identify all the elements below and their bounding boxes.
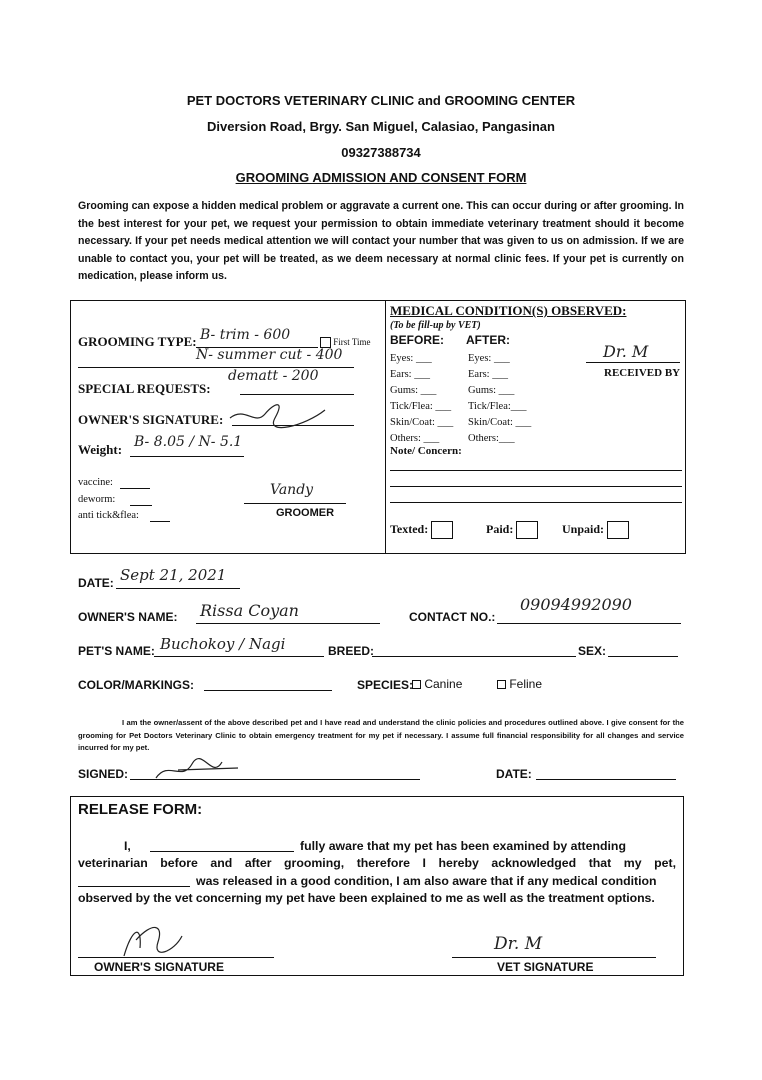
after-item: Tick/Flea:___	[468, 401, 527, 412]
grooming-type-value-2: N- summer cut - 400	[196, 347, 343, 363]
canine-label: Canine	[424, 677, 463, 691]
texted-option	[390, 521, 453, 539]
weight-line	[130, 456, 244, 457]
sex-label: SEX:	[578, 644, 607, 658]
after-label: AFTER:	[466, 333, 510, 347]
vaccine-label: vaccine:	[78, 477, 113, 488]
canine-option[interactable]	[412, 677, 462, 691]
texted-label: Texted:	[390, 521, 429, 536]
release-vet-sig-line	[452, 957, 656, 958]
medical-title: MEDICAL CONDITION(S) OBSERVED:	[390, 303, 627, 318]
release-owner-scribble	[118, 918, 188, 960]
deworm-label: deworm:	[78, 494, 116, 505]
intro-paragraph: Grooming can expose a hidden medical problem or aggravate a current one. This can occur during or after grooming. In the best interest for your pet, we request your permission to obtain immediate veterinary treatment should it become necessary. If your pet needs medical attention we will contact your number that was given to us on admission. If we are unable to contact you, your pet will be treated, as we deem necessary at normal clinic fees. If your pet is currently on medication, please inform us.	[78, 200, 684, 282]
contact-value: 09094992090	[520, 595, 632, 614]
groomer-label: GROOMER	[276, 507, 335, 519]
breed-label: BREED:	[328, 644, 375, 658]
sex-line	[608, 656, 678, 657]
species-label: SPECIES:	[357, 678, 414, 692]
weight-value: B- 8.05 / N- 5.1	[134, 434, 243, 450]
before-item: Others: ___	[390, 433, 440, 444]
release-i: I,	[124, 839, 131, 853]
feline-label: Feline	[509, 677, 543, 691]
note-line-1	[390, 470, 682, 471]
release-owner-sig-line	[78, 957, 274, 958]
signed-date-line	[536, 779, 676, 780]
after-item: Skin/Coat: ___	[468, 417, 532, 428]
release-vet-sig-value: Dr. M	[494, 934, 543, 954]
deworm-line	[130, 505, 152, 506]
weight-label: Weight:	[78, 442, 123, 457]
form-title: GROOMING ADMISSION AND CONSENT FORM	[235, 170, 527, 185]
clinic-phone: 09327388734	[341, 145, 421, 160]
release-owner-sig-label: OWNER'S SIGNATURE	[94, 960, 224, 974]
release-line-4: observed by the vet concerning my pet have been explained to me as well as the treatment options.	[78, 891, 655, 905]
feline-option[interactable]	[497, 677, 542, 691]
note-line-3	[390, 502, 682, 503]
texted-checkbox[interactable]	[431, 521, 453, 539]
signed-scribble	[148, 752, 248, 786]
feline-checkbox[interactable]	[497, 680, 506, 689]
groomer-value: Vandy	[270, 482, 314, 498]
contact-label: CONTACT NO.:	[409, 610, 496, 624]
clinic-address: Diversion Road, Brgy. San Miguel, Calasiao, Pangasinan	[207, 119, 555, 134]
vaccine-line	[120, 488, 150, 489]
unpaid-label: Unpaid:	[562, 521, 605, 536]
date-label: DATE:	[78, 576, 114, 590]
before-item: Skin/Coat: ___	[390, 417, 454, 428]
special-requests-label: SPECIAL REQUESTS:	[78, 381, 211, 396]
grooming-type-value: B- trim - 600	[200, 327, 291, 343]
received-by-label: RECEIVED BY	[604, 367, 681, 379]
antitick-label: anti tick&flea:	[78, 510, 139, 521]
release-line-1: fully aware that my pet has been examined by attending	[300, 839, 626, 853]
release-title: RELEASE FORM:	[78, 801, 203, 818]
after-list	[468, 351, 531, 447]
color-label: COLOR/MARKINGS:	[78, 678, 194, 692]
grooming-type-label: GROOMING TYPE:	[78, 334, 197, 349]
pet-name-value: Buchokoy / Nagi	[160, 635, 286, 653]
owner-name-line	[196, 623, 380, 624]
signed-label: SIGNED:	[78, 767, 129, 781]
release-pet-line	[78, 886, 190, 887]
note-line-2	[390, 486, 682, 487]
before-item: Ears: ___	[390, 369, 430, 380]
before-item: Tick/Flea: ___	[390, 401, 452, 412]
consent-paragraph: I am the owner/assent of the above described pet and I have read and understand the clinic policies and procedures outlined above. I give consent for the grooming for Pet Doctors Veterinary Clinic to obtain emergency treatment for my pet if necessary. I assume full financial responsibility for all changes and service incurred for my pet.	[78, 718, 684, 752]
special-requests-line	[240, 394, 354, 395]
pet-name-line	[154, 656, 324, 657]
medical-subtitle: (To be fill-up by VET)	[390, 320, 481, 331]
first-time-label: First Time	[333, 337, 371, 347]
paid-option	[486, 521, 538, 539]
paid-checkbox[interactable]	[516, 521, 538, 539]
unpaid-checkbox[interactable]	[607, 521, 629, 539]
signed-date-label: DATE:	[496, 767, 532, 781]
contact-line	[497, 623, 681, 624]
unpaid-option	[562, 521, 629, 539]
after-item: Ears: ___	[468, 369, 508, 380]
owner-name-label: OWNER'S NAME:	[78, 610, 178, 624]
date-line	[116, 588, 240, 589]
received-by-value: Dr. M	[603, 342, 649, 361]
before-list	[390, 351, 453, 447]
release-vet-sig-label: VET SIGNATURE	[497, 960, 594, 974]
canine-checkbox[interactable]	[412, 680, 421, 689]
date-value: Sept 21, 2021	[120, 566, 227, 584]
owner-signature-label: OWNER'S SIGNATURE:	[78, 412, 224, 427]
box-divider	[385, 300, 386, 554]
after-item: Gums: ___	[468, 385, 515, 396]
note-label: Note/ Concern:	[390, 445, 462, 457]
clinic-name: PET DOCTORS VETERINARY CLINIC and GROOMING CENTER	[186, 93, 576, 108]
release-line-2: veterinarian before and after grooming, therefore I hereby acknowledged that my pet,	[78, 856, 676, 870]
paid-label: Paid:	[486, 521, 514, 536]
before-item: Eyes: ___	[390, 353, 432, 364]
after-item: Others:___	[468, 433, 515, 444]
antitick-line	[150, 521, 170, 522]
color-line	[204, 690, 332, 691]
owner-name-value: Rissa Coyan	[200, 601, 299, 620]
release-name-line	[150, 851, 294, 852]
groomer-line	[244, 503, 346, 504]
before-item: Gums: ___	[390, 385, 437, 396]
before-label: BEFORE:	[390, 333, 444, 347]
owner-signature-scribble	[225, 396, 335, 430]
received-by-line	[586, 362, 680, 363]
pet-name-label: PET'S NAME:	[78, 644, 155, 658]
special-requests-value: dematt - 200	[228, 368, 319, 384]
release-line-3: was released in a good condition, I am also aware that if any medical condition	[196, 874, 657, 888]
after-item: Eyes: ___	[468, 353, 510, 364]
breed-line	[372, 656, 576, 657]
